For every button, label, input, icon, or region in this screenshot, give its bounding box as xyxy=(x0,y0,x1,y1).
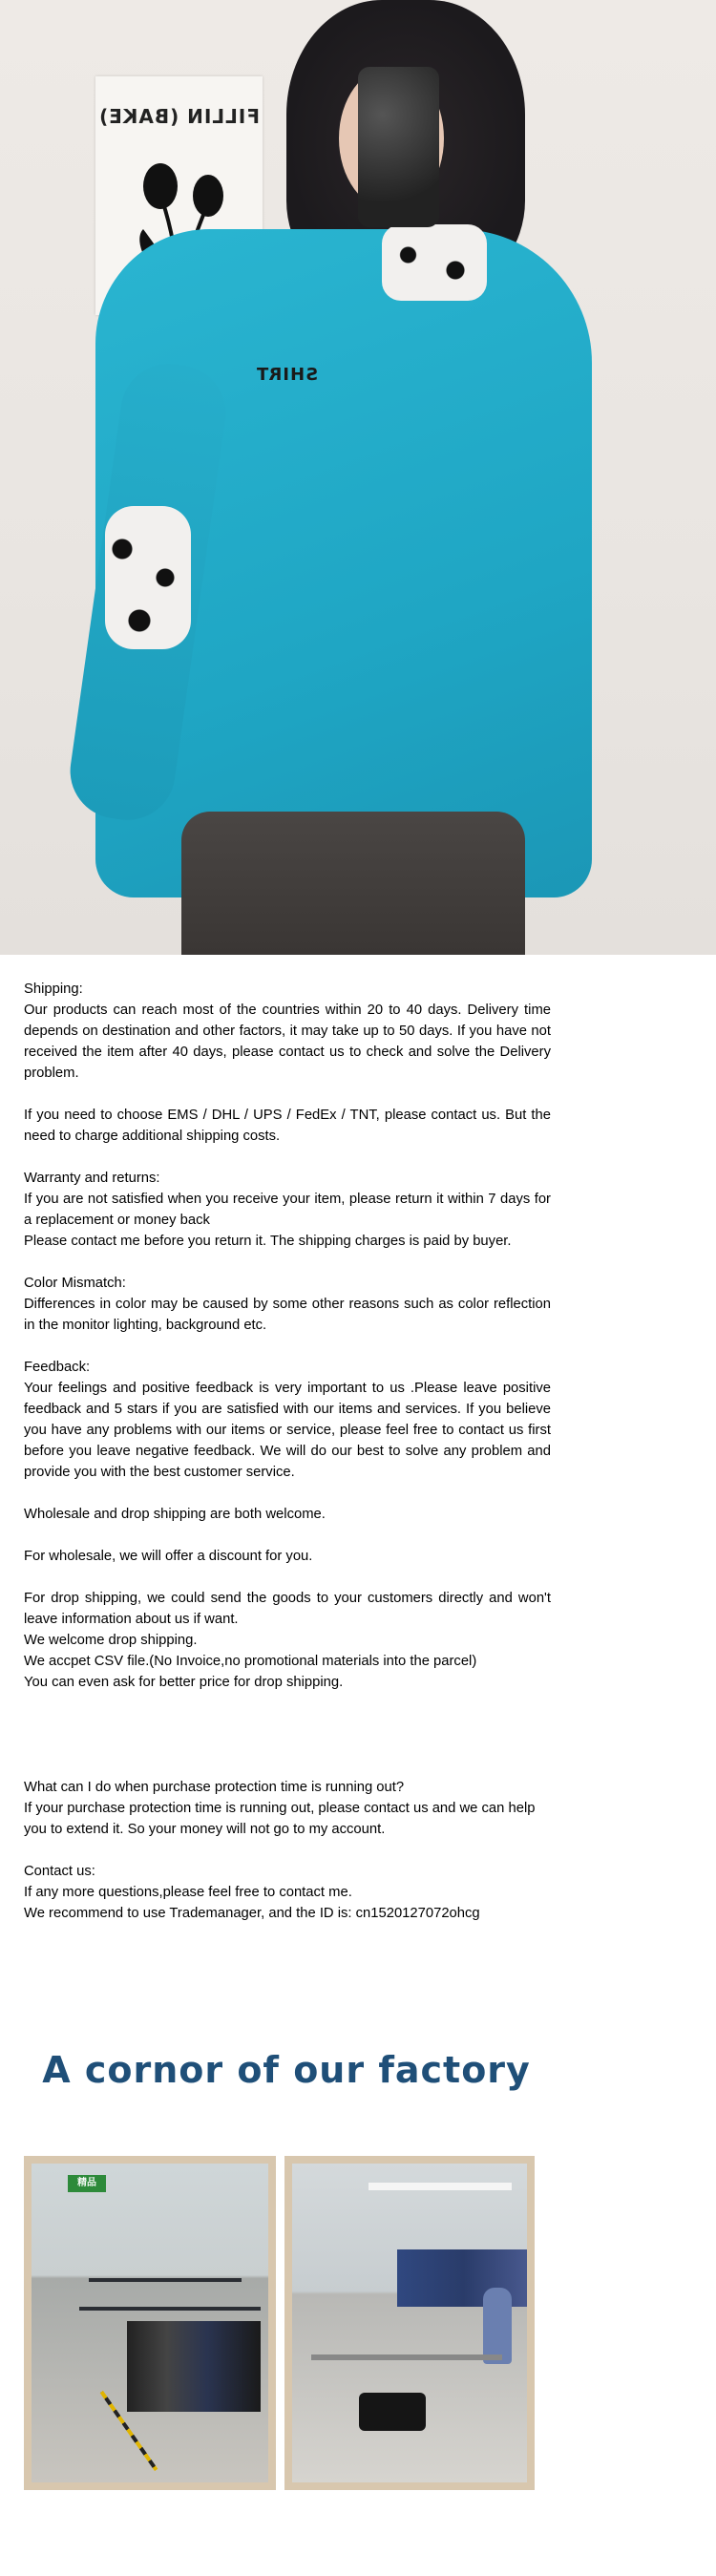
warranty-body: If you are not satisfied when you receive your item, please return it within 7 days for a replacement or money back xyxy=(24,1192,551,1228)
color-heading: Color Mismatch: xyxy=(24,1276,126,1291)
sweater-logo: SHIRT xyxy=(256,365,319,385)
feedback-body: Your feelings and positive feedback is very important to us .Please leave positive feedback and 5 stars if you are satisfied with our items and services. If you believe you have any problems with our items or service, please feel free to contact us first before you leave negative feedback. We will do our best to solve any problem and provide you with the best customer service. xyxy=(24,1381,551,1480)
model-pants xyxy=(181,812,525,955)
feedback-heading: Feedback: xyxy=(24,1360,91,1375)
factory-photo-right xyxy=(284,2156,535,2490)
warranty-heading: Warranty and returns: xyxy=(24,1171,160,1186)
factory-sign-text: 精品 xyxy=(77,2178,96,2188)
protection-question: What can I do when purchase protection time is running out? xyxy=(24,1780,405,1795)
shipping-body: Our products can reach most of the countries within 20 to 40 days. Delivery time depends on destination and other factors, it may take up to 50 days. If you have not received the item after 40 days, please contact us to check and solve the Delivery problem. xyxy=(24,1003,551,1081)
wholesale-line: Wholesale and drop shipping are both welcome. xyxy=(24,1507,326,1522)
protection-answer: If your purchase protection time is running out, please contact us and we can help you to extend it. So your money will not go to my account. xyxy=(24,1801,536,1837)
poster-title: FILLIN (BAKE) xyxy=(98,105,260,128)
color-body: Differences in color may be caused by some other reasons such as color reflection in the monitor lighting, background etc. xyxy=(24,1297,551,1333)
drop-shipping-price: You can even ask for better price for drop shipping. xyxy=(24,1675,344,1690)
factory-title: A cornor of our factory xyxy=(42,2049,531,2091)
drop-shipping-welcome: We welcome drop shipping. xyxy=(24,1633,198,1648)
shipping-express: If you need to choose EMS / DHL / UPS / FedEx / TNT, please contact us. But the need to charge additional shipping costs. xyxy=(24,1108,551,1144)
cow-print-cuff xyxy=(382,224,487,301)
wholesale-discount: For wholesale, we will offer a discount for you. xyxy=(24,1549,313,1564)
cow-print-cuff xyxy=(105,506,191,649)
clothing-rack xyxy=(89,2278,242,2282)
warranty-contact: Please contact me before you return it. The shipping charges is paid by buyer. xyxy=(24,1234,512,1249)
phone-in-hand xyxy=(358,67,439,227)
clothing-rack xyxy=(79,2307,261,2311)
contact-line: If any more questions,please feel free to contact me. xyxy=(24,1885,352,1900)
hanging-garments xyxy=(127,2321,261,2412)
worker xyxy=(483,2288,512,2364)
contact-heading: Contact us: xyxy=(24,1864,95,1879)
ceiling-light xyxy=(369,2183,512,2190)
contact-trademanager-id: We recommend to use Trademanager, and the ID is: cn1520127072ohcg xyxy=(24,1906,480,1921)
drop-shipping-body: For drop shipping, we could send the goods to your customers directly and won't leave information about us if want. xyxy=(24,1591,551,1627)
dark-bag xyxy=(359,2393,426,2431)
product-photo xyxy=(0,0,716,955)
drop-shipping-csv: We accpet CSV file.(No Invoice,no promotional materials into the parcel) xyxy=(24,1654,477,1669)
work-table xyxy=(311,2354,502,2360)
factory-photo-left xyxy=(24,2156,276,2490)
policy-text-block xyxy=(24,979,551,1924)
factory-sign xyxy=(68,2175,106,2192)
shipping-heading: Shipping: xyxy=(24,982,83,997)
